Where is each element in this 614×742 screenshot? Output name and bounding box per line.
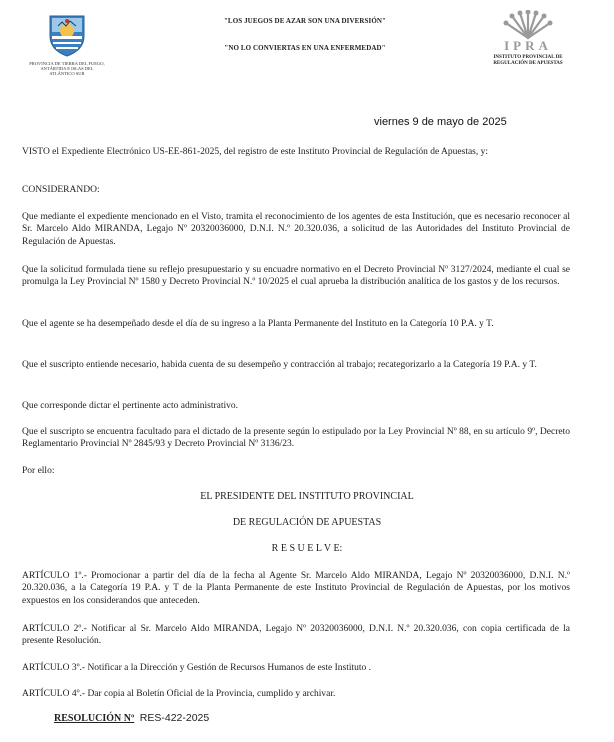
considerando-paragraph-2: Que la solicitud formulada tiene su reflejo presupuestario y su encuadre normativo en el Decreto Provincial Nº 3127/2024, mediante el cual se promulga la Ley Provincial Nº 1580 y Decreto Provincial N.º 10/2025 el cual aprueba la distribución analítica de los gastos y de los recursos. [22,265,570,288]
ipra-logo-caption: INSTITUTO PROVINCIAL DE REGULACIÓN DE APUESTAS [493,55,563,66]
header-motto-1: "LOS JUEGOS DE AZAR SON UNA DIVERSIÓN" [223,17,387,25]
province-logo [28,12,106,76]
resolution-number-line [54,712,209,724]
considerando-paragraph-6: Que el suscripto se encuentra facultado para el dictado de la presente según lo estipulado por la Ley Provincial Nº 88, en su artículo 9º, Decreto Reglamentario Provincial Nº 2845/93 y Decreto Provincial Nº 3136/23. [22,427,570,450]
resolution-label: RESOLUCIÓN Nº [54,713,135,724]
header-motto-2: "NO LO CONVIERTAS EN UNA ENFERMEDAD" [224,44,386,52]
resuelve-heading: R E S U E L V E: [271,543,343,554]
resolution-number: RES-422-2025 [139,712,210,724]
article-2: ARTÍCULO 2º.- Notificar al Sr. Marcelo Aldo MIRANDA, Legajo Nº 20320036000, D.N.I. N.º 20.320.036, con copia certificada de la presente Resolución. [22,624,570,647]
document-date: viernes 9 de mayo de 2025 [374,116,507,128]
considerando-paragraph-3: Que el agente se ha desempeñado desde el día de su ingreso a la Planta Permanente del Instituto en la Categoría 10 P.A. y T. [22,319,494,329]
considerando-heading: CONSIDERANDO: [22,185,100,195]
article-3: ARTÍCULO 3º.- Notificar a la Dirección y Gestión de Recursos Humanos de este Instituto . [22,663,372,673]
authority-line-2: DE REGULACIÓN DE APUESTAS [232,517,382,528]
ipra-emblem-icon [498,10,558,40]
considerando-paragraph-4: Que el suscripto entiende necesario, habida cuenta de su desempeño y contracción al trabajo; recategorizarlo a la Categoría 19 P.A. y T. [22,360,537,370]
article-4: ARTÍCULO 4º.- Dar copia al Boletín Oficial de la Provincia, cumplido y archivar. [22,689,336,699]
considerando-paragraph-1: Que mediante el expediente mencionado en el Visto, tramita el reconocimiento de los agentes de esta Institución, que es necesario reconocer al Sr. Marcelo Aldo MIRANDA, Legajo Nº 20320036000, D.N.I. N.º 20.320.036, a solicitud de las Autoridades del Instituto Provincial de Regulación de Apuestas. [22,212,570,247]
authority-line-1: EL PRESIDENTE DEL INSTITUTO PROVINCIAL [200,491,414,502]
considerando-paragraph-5: Que corresponde dictar el pertinente acto administrativo. [22,401,239,411]
ipra-wordmark: IPRA [504,38,552,53]
visto-paragraph: VISTO el Expediente Electrónico US-EE-861-2025, del registro de este Instituto Provincial de Regulación de Apuestas, y: [22,147,489,157]
province-logo-caption: PROVINCIA DE TIERRA DEL FUEGO, ANTÁRTIDA E ISLAS DEL ATLÁNTICO SUR [29,61,105,76]
ipra-logo [478,10,578,67]
article-1: ARTÍCULO 1º.- Promocionar a partir del día de la fecha al Agente Sr. Marcelo Aldo MIRANDA, Legajo Nº 20320036000, D.N.I. N.º 20.320.036, a la Categoría 19 P.A. y T de la Planta Permanente de este Instituto Provincial de Regulación de Apuestas, por los motivos expuestos en los considerandos que anteceden. [22,571,570,606]
province-shield-icon [44,12,90,58]
por-ello: Por ello: [22,466,55,476]
